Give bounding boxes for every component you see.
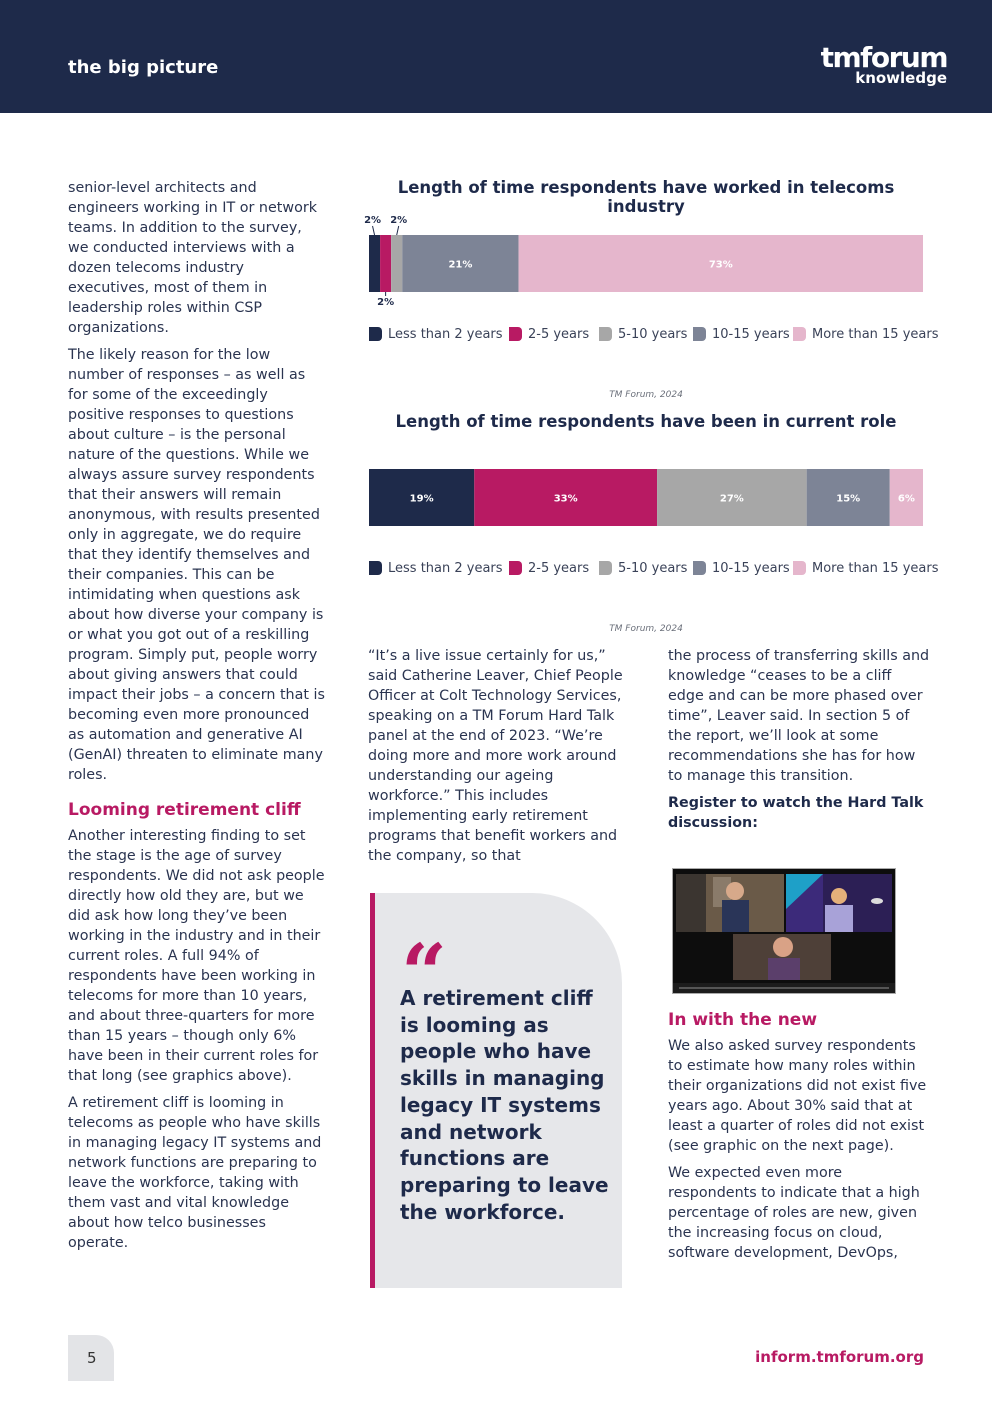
subheading-in-with-the-new: In with the new: [668, 1010, 818, 1030]
chart-source: TM Forum, 2024: [609, 390, 683, 400]
legend-swatch-icon: [369, 327, 382, 341]
paragraph: The likely reason for the low number of responses – as well as for some of the exceedingly positive responses to questions about culture – is the personal nature of the questions. While we always assure survey respondents that their answers will remain anonymous, with results presented only in aggregate, we do require that they identify themselves and their companies. This can be intimidating when questions ask about how diverse your company is or what you got out of a reskilling program. Simply put, people worry about giving answers that could impact their jobs – a concern that is becoming even more pronounced as automation and generative AI (GenAI) threaten to eliminate many roles.: [68, 347, 325, 783]
legend-label: 2-5 years: [528, 561, 590, 576]
data-label: 21%: [448, 259, 473, 271]
data-label: 27%: [719, 493, 744, 505]
legend-item: [693, 561, 790, 576]
legend-item: [793, 561, 939, 576]
legend-swatch-icon: [793, 327, 806, 341]
logo-main-text: tmforum: [820, 41, 947, 74]
legend-item: [509, 327, 589, 342]
data-label: 2%: [390, 215, 408, 226]
subheading-retirement-cliff: Looming retirement cliff: [68, 800, 301, 820]
legend-swatch-icon: [693, 327, 706, 341]
data-label: 73%: [708, 259, 733, 271]
tmforum-logo[interactable]: [820, 41, 947, 87]
chart-source: TM Forum, 2024: [609, 624, 683, 634]
legend-swatch-icon: [509, 327, 522, 341]
chart-industry-tenure: [364, 178, 939, 400]
paragraph: We expected even more respondents to indicate that a high percentage of roles are new, given the increasing focus on cloud, software development, DevOps,: [668, 1165, 920, 1261]
data-label: 2%: [364, 215, 382, 226]
legend-swatch-icon: [369, 561, 382, 575]
paragraph: senior-level architects and engineers working in IT or network teams. In addition to the survey, we conducted interviews with a dozen telecoms industry executives, most of them in leadership roles within CSP organizations.: [68, 180, 317, 336]
page-number-badge: [68, 1335, 114, 1381]
legend-item: [599, 561, 688, 576]
leader-line: [397, 226, 399, 235]
video-thumbnail[interactable]: [672, 868, 896, 994]
legend-label: Less than 2 years: [388, 561, 503, 576]
legend-item: [693, 327, 790, 342]
logo-sub-text: knowledge: [855, 69, 947, 87]
legend-swatch-icon: [693, 561, 706, 575]
legend-item: [793, 327, 939, 342]
legend-label: More than 15 years: [812, 561, 939, 576]
bar-segment: [369, 235, 380, 292]
page-number: 5: [87, 1349, 97, 1367]
legend-swatch-icon: [599, 561, 612, 575]
chart-svg: [368, 438, 939, 624]
legend-label: 5-10 years: [618, 327, 688, 342]
paragraph: We also asked survey respondents to estimate how many roles within their organizations did not exist five years ago. About 30% said that at least a quarter of roles did not exist (see graphic on the next page).: [668, 1038, 927, 1154]
paragraph: the process of transferring skills and knowledge “ceases to be a cliff edge and can be more phased over time”, Leaver said. In section 5 of the report, we’ll look at some recommendations she has for how to manage this transition.: [668, 648, 930, 784]
data-label: 6%: [897, 493, 915, 505]
paragraph: A retirement cliff is looming in telecoms as people who have skills in managing legacy IT systems and network functions are preparing to leave the workforce, taking with them vast and vital knowledge about how telco businesses operate.: [68, 1095, 322, 1251]
legend-swatch-icon: [509, 561, 522, 575]
legend-label: 10-15 years: [712, 327, 790, 342]
data-label: 15%: [836, 493, 861, 505]
legend-swatch-icon: [793, 561, 806, 575]
chart-role-tenure: [368, 412, 939, 634]
register-link-text[interactable]: Register to watch the Hard Talk discussion:: [668, 795, 924, 831]
paragraph: “It’s a live issue certainly for us,” said Catherine Leaver, Chief People Officer at Colt Technology Services, speaking on a TM Forum Hard Talk panel at the end of 2023. “We’re doing more and more work around understanding our ageing workforce.” This includes implementing early retirement programs that benefit workers and the company, so that: [368, 648, 623, 864]
footer-url-link[interactable]: inform.tmforum.org: [755, 1348, 924, 1366]
data-label: 2%: [377, 297, 395, 308]
legend-item: [369, 327, 503, 342]
legend-item: [599, 327, 688, 342]
legend-item: [369, 561, 503, 576]
text-column-middle: [368, 646, 630, 873]
data-label: 19%: [409, 493, 434, 505]
section-title: the big picture: [68, 57, 219, 78]
quote-mark-icon: “: [401, 926, 448, 1020]
legend-label: More than 15 years: [812, 327, 939, 342]
legend-label: 2-5 years: [528, 327, 590, 342]
legend-label: Less than 2 years: [388, 327, 503, 342]
paragraph: Another interesting finding to set the stage is the age of survey respondents. We did not ask people directly how old they are, but we did ask how long they’ve been working in the industry and in their current roles. A full 94% of respondents have been working in telecoms for more than 10 years, and about three-quarters for more than 15 years – though only 6% have been in their current roles for that long (see graphics above).: [68, 828, 325, 1084]
bar-segment: [380, 235, 391, 292]
legend-swatch-icon: [599, 327, 612, 341]
text-column-left: [68, 178, 326, 1260]
page-header: [0, 0, 992, 113]
legend-label: 5-10 years: [618, 561, 688, 576]
legend-label: 10-15 years: [712, 561, 790, 576]
data-label: 33%: [553, 493, 578, 505]
leader-line: [373, 226, 375, 235]
pull-quote-text: A retirement cliff is looming as people who have skills in managing legacy IT systems and network functions are preparing to leave the workforce.: [400, 986, 609, 1224]
legend-item: [509, 561, 589, 576]
chart-title: Length of time respondents have worked in telecoms industry: [397, 178, 895, 216]
chart-title: Length of time respondents have been in current role: [395, 412, 897, 431]
pull-quote: [370, 893, 622, 1288]
bar-segment: [391, 235, 402, 292]
video-preview: [673, 869, 895, 993]
chart-svg: [364, 204, 939, 390]
